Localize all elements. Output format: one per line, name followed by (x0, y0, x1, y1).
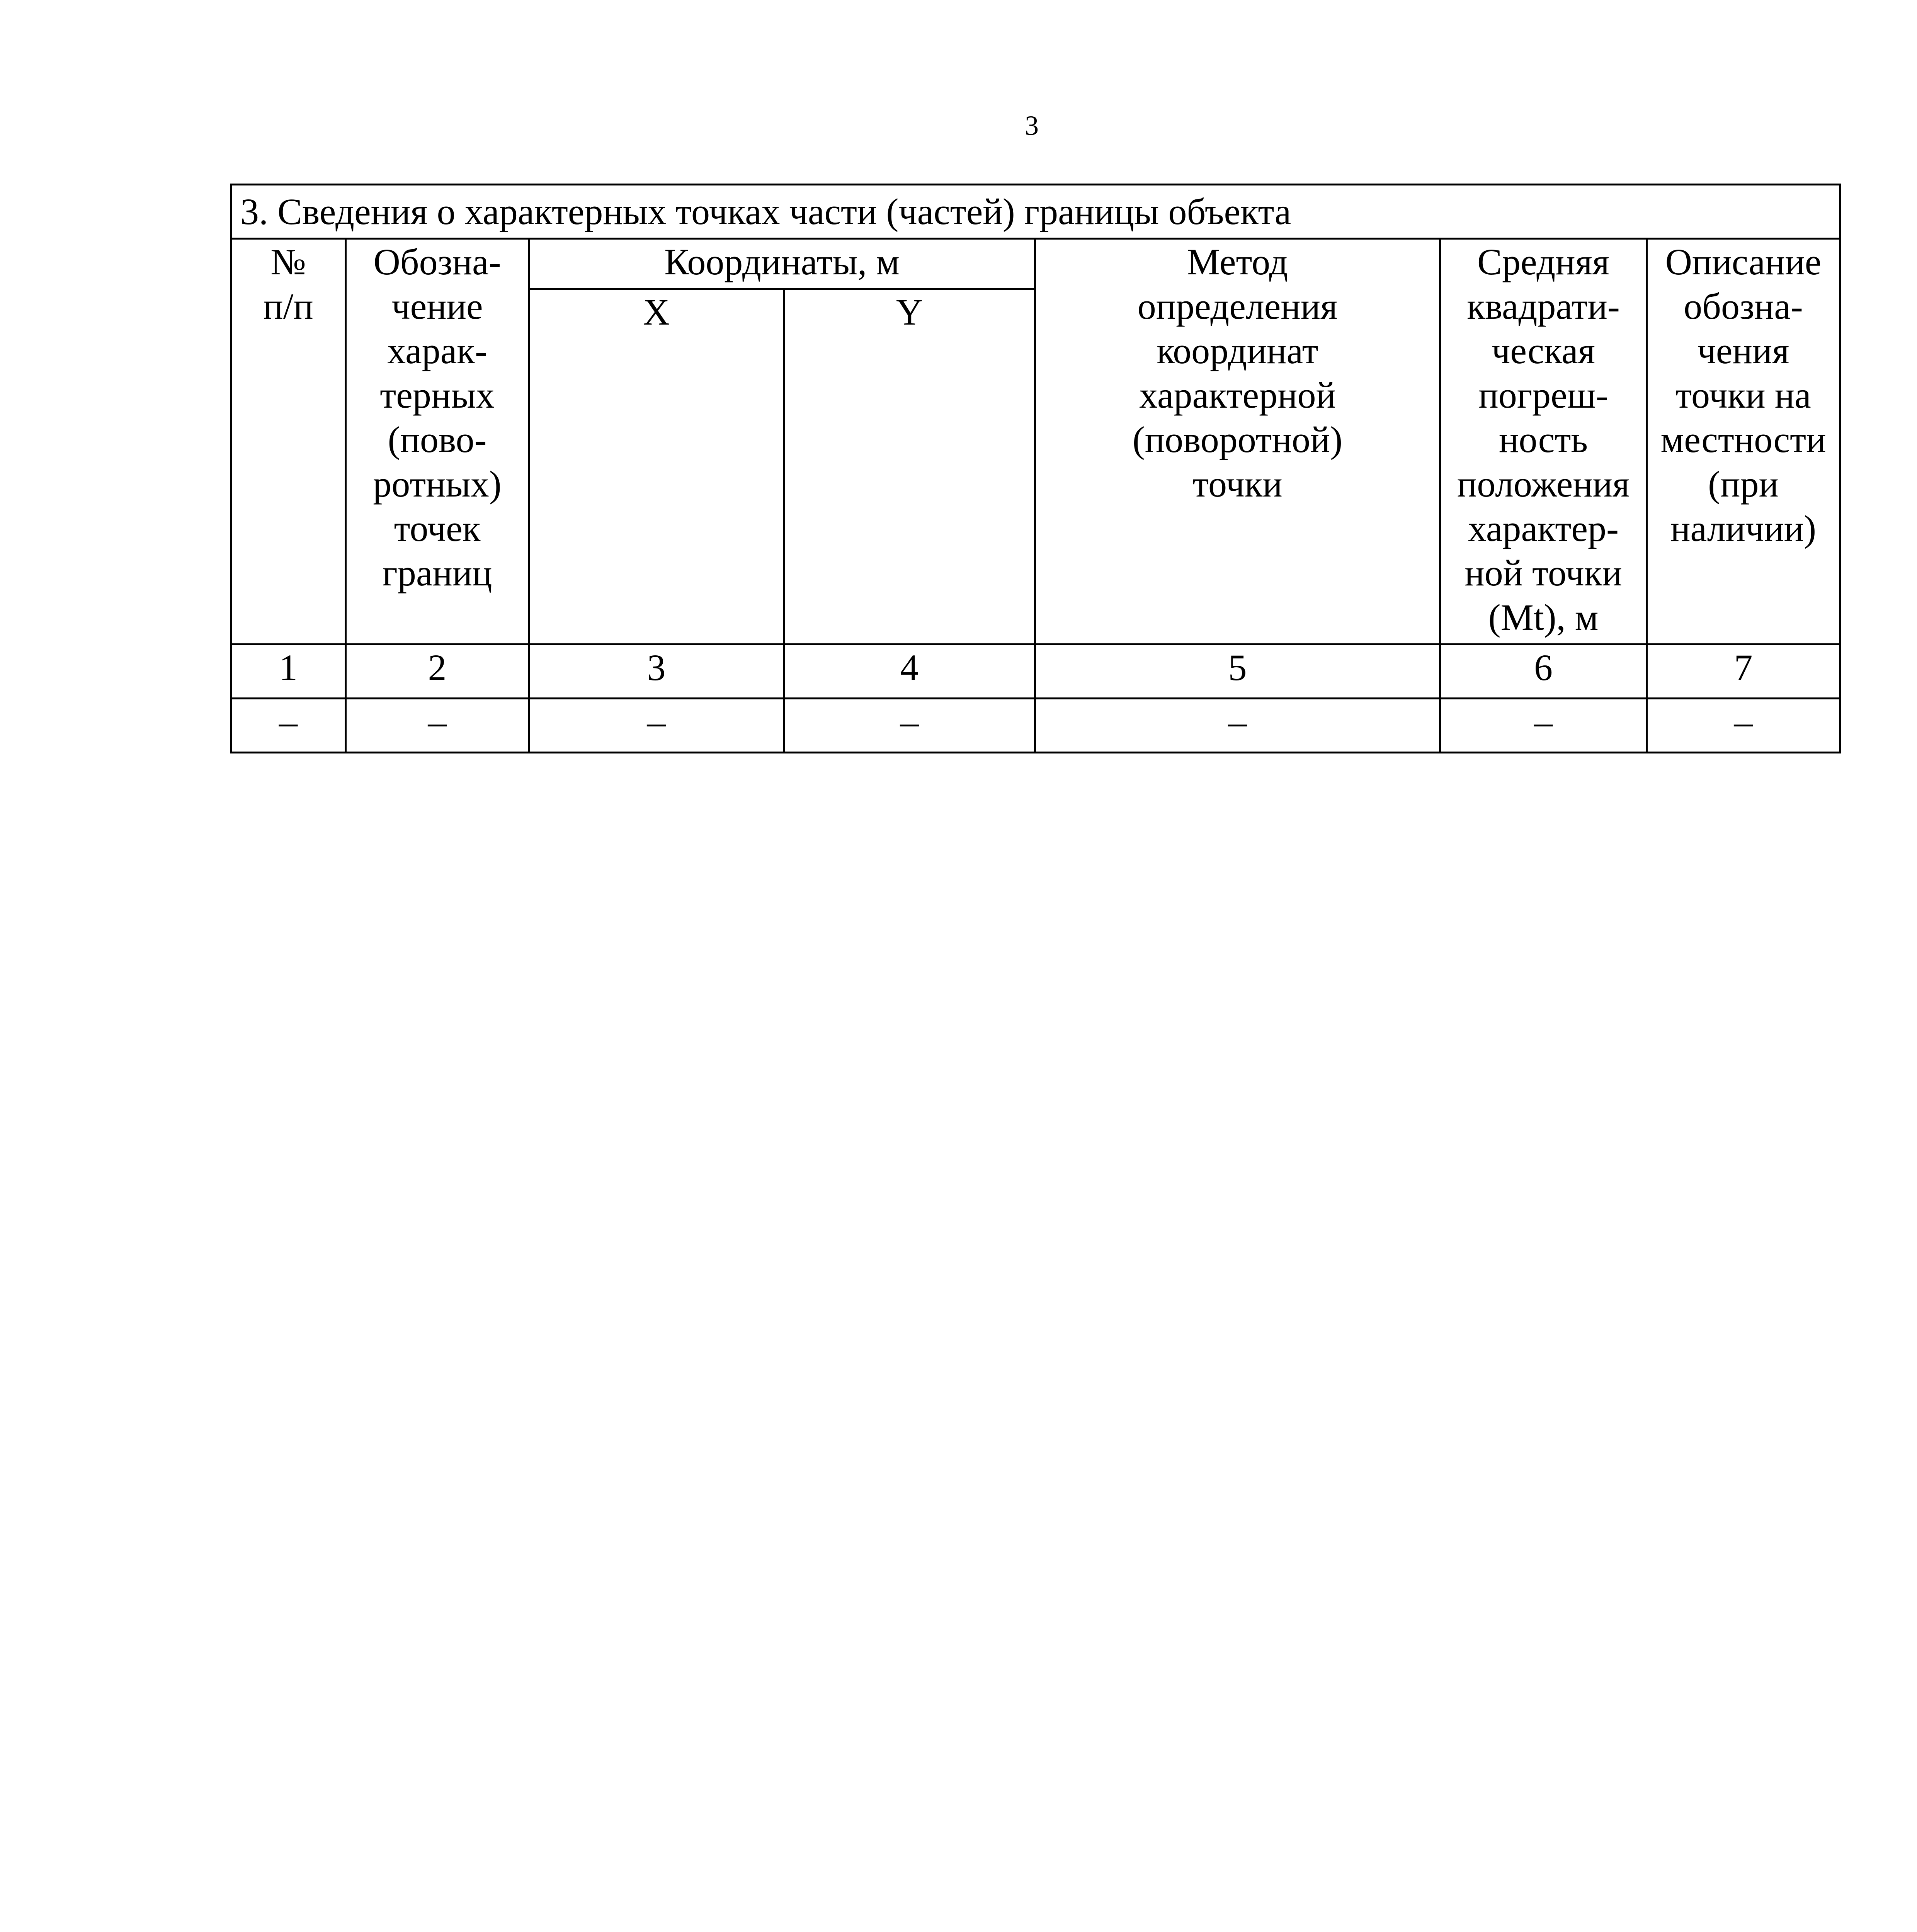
column-number: 2 (346, 645, 529, 699)
table-cell: – (784, 699, 1035, 753)
table-cell: – (231, 699, 346, 753)
table-row (231, 699, 1840, 753)
table-cell: – (1035, 699, 1440, 753)
column-number: 7 (1647, 645, 1840, 699)
section-title: 3. Сведения о характерных точках части (частей) границы объекта (231, 185, 1840, 239)
column-number: 3 (529, 645, 784, 699)
column-number: 5 (1035, 645, 1440, 699)
column-number: 6 (1440, 645, 1647, 699)
table-cell: – (346, 699, 529, 753)
header-coordinates: Координаты, м (529, 239, 1035, 289)
column-number: 4 (784, 645, 1035, 699)
column-number: 1 (231, 645, 346, 699)
page-number: 3 (1025, 110, 1039, 141)
header-x: X (529, 289, 784, 645)
column-numbers-row (231, 645, 1840, 699)
header-method: Метод определения координат характерной (поворотной) точки (1035, 239, 1440, 645)
header-y: Y (784, 289, 1035, 645)
characteristic-points-table (230, 184, 1841, 753)
header-mean-square-error: Средняя квадрати- ческая погреш- ность положения характер- ной точки (Mt), м (1440, 239, 1647, 645)
header-description: Описание обозна- чения точки на местности (при наличии) (1647, 239, 1840, 645)
header-num: № п/п (231, 239, 346, 645)
table-cell: – (529, 699, 784, 753)
table-cell: – (1647, 699, 1840, 753)
header-designation: Обозна- чение харак- терных (пово- ротных) точек границ (346, 239, 529, 645)
table-cell: – (1440, 699, 1647, 753)
